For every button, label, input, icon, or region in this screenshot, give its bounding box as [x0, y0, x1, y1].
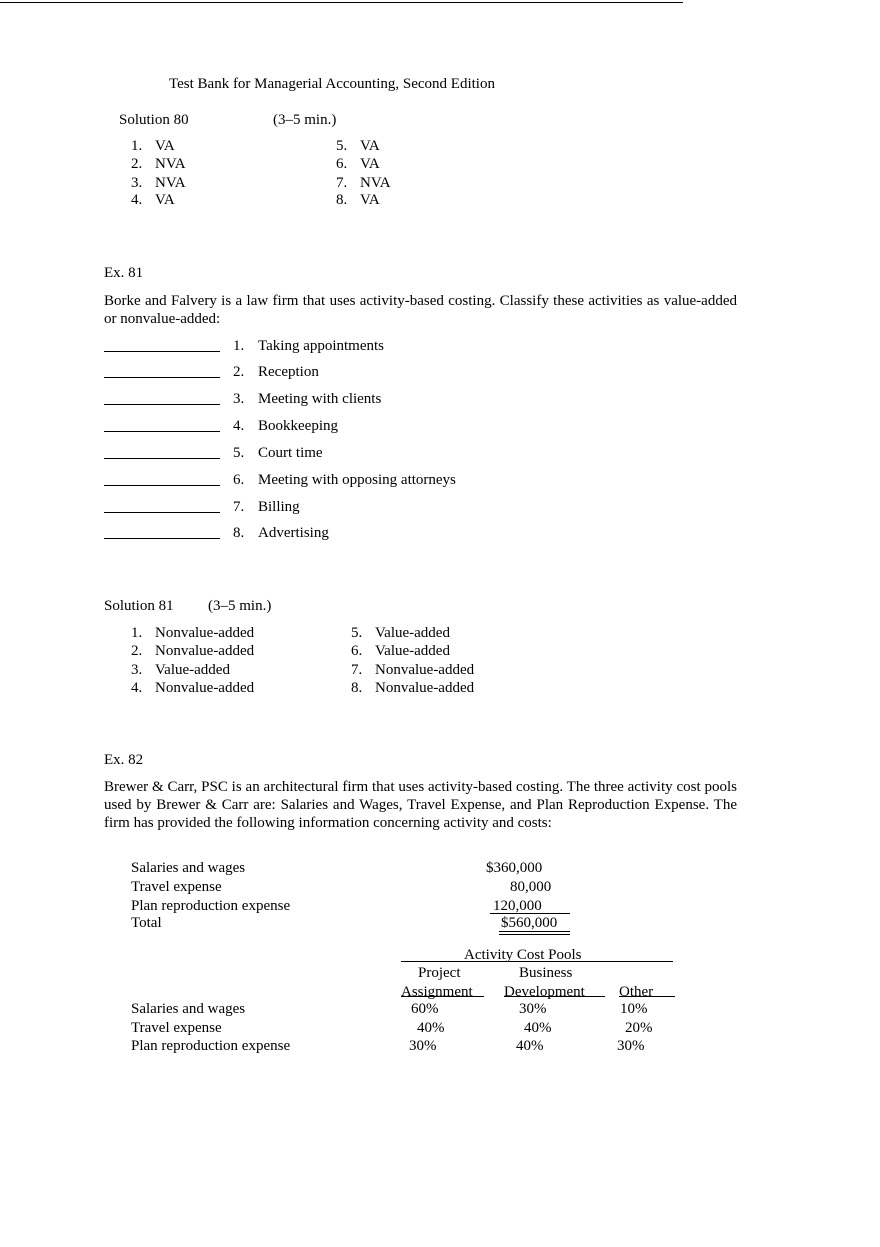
list-item-number: 7.: [336, 175, 348, 191]
answer-blank[interactable]: [104, 498, 220, 518]
col-header: Business: [519, 965, 573, 981]
list-item-number: 2.: [131, 156, 143, 172]
list-item: VA: [155, 192, 175, 208]
list-item-number: 7.: [233, 499, 245, 515]
list-item-number: 2.: [131, 643, 143, 659]
list-item-number: 3.: [131, 662, 143, 678]
group-header-rule: [401, 961, 673, 962]
table-cell: 60%: [411, 1001, 439, 1017]
pool-group-header: Activity Cost Pools: [464, 947, 582, 963]
list-item-number: 5.: [233, 445, 245, 461]
list-item-number: 4.: [131, 680, 143, 696]
col-header: Project: [418, 965, 461, 981]
answer-blank[interactable]: [104, 390, 220, 410]
list-item: Advertising: [258, 525, 329, 541]
list-item: Reception: [258, 364, 319, 380]
list-item: Meeting with opposing attorneys: [258, 472, 456, 488]
top-rule: [0, 2, 683, 3]
solution80-label: Solution 80: [119, 112, 189, 128]
list-item: Nonvalue-added: [155, 680, 255, 696]
list-item: Nonvalue-added: [155, 643, 255, 659]
list-item: Value-added: [155, 662, 230, 678]
cost-label: Plan reproduction expense: [131, 898, 291, 914]
table-cell: 30%: [519, 1001, 547, 1017]
list-item: Value-added: [375, 625, 450, 641]
answer-blank[interactable]: [104, 471, 220, 491]
list-item: NVA: [155, 156, 186, 172]
list-item-number: 2.: [233, 364, 245, 380]
list-item-number: 3.: [233, 391, 245, 407]
table-cell: 40%: [516, 1038, 544, 1054]
list-item: NVA: [360, 175, 391, 191]
cost-total: $560,000: [501, 915, 558, 931]
row-label: Travel expense: [131, 1020, 222, 1036]
solution80-time: (3–5 min.): [273, 112, 337, 128]
row-label: Salaries and wages: [131, 1001, 246, 1017]
table-cell: 30%: [409, 1038, 437, 1054]
cost-label: Travel expense: [131, 879, 222, 895]
table-cell: 20%: [625, 1020, 653, 1036]
table-cell: 10%: [620, 1001, 648, 1017]
total-double-rule-2: [499, 934, 570, 935]
col-header: Other: [619, 984, 654, 1000]
col-header: Assignment: [401, 984, 473, 1000]
list-item: Taking appointments: [258, 338, 385, 354]
cost-value: 120,000: [493, 898, 542, 914]
list-item: VA: [360, 192, 380, 208]
cost-label: Total: [131, 915, 162, 931]
answer-blank[interactable]: [104, 417, 220, 437]
cost-value: $360,000: [486, 860, 543, 876]
list-item: VA: [360, 138, 380, 154]
answer-blank[interactable]: [104, 363, 220, 383]
list-item: Bookkeeping: [258, 418, 338, 434]
list-item: Billing: [258, 499, 300, 515]
list-item-number: 1.: [233, 338, 245, 354]
row-label: Plan reproduction expense: [131, 1038, 291, 1054]
page-title: Test Bank for Managerial Accounting, Second Edition: [169, 76, 495, 92]
list-item-number: 8.: [233, 525, 245, 541]
list-item: VA: [360, 156, 380, 172]
answer-blank[interactable]: [104, 524, 220, 544]
list-item: VA: [155, 138, 175, 154]
list-item: Meeting with clients: [258, 391, 382, 407]
col-header-rule: [619, 996, 675, 997]
ex82-label: Ex. 82: [104, 752, 144, 768]
list-item: Value-added: [375, 643, 450, 659]
col-header: Development: [504, 984, 585, 1000]
table-cell: 40%: [417, 1020, 445, 1036]
list-item-number: 4.: [131, 192, 143, 208]
answer-blank[interactable]: [104, 444, 220, 464]
list-item-number: 8.: [351, 680, 363, 696]
answer-blank[interactable]: [104, 337, 220, 357]
list-item-number: 3.: [131, 175, 143, 191]
col-header-rule: [504, 996, 605, 997]
list-item: NVA: [155, 175, 186, 191]
list-item-number: 4.: [233, 418, 245, 434]
list-item-number: 7.: [351, 662, 363, 678]
list-item-number: 1.: [131, 625, 143, 641]
solution81-label: Solution 81: [104, 598, 174, 614]
total-double-rule-1: [499, 931, 570, 932]
cost-value: 80,000: [510, 879, 552, 895]
list-item-number: 6.: [351, 643, 363, 659]
ex81-label: Ex. 81: [104, 265, 144, 281]
solution81-time: (3–5 min.): [208, 598, 272, 614]
list-item-number: 6.: [233, 472, 245, 488]
table-cell: 30%: [617, 1038, 645, 1054]
list-item: Nonvalue-added: [155, 625, 255, 641]
col-header-rule: [401, 996, 484, 997]
ex82-prompt: Brewer & Carr, PSC is an architectural firm that uses activity-based costing. The three activity cost pools used by Brewer & Carr are: Salaries and Wages, Travel Expense, and Plan Reproduction Expense. The firm has provided the following information concerning activity and costs:: [104, 779, 737, 831]
list-item: Nonvalue-added: [375, 680, 475, 696]
list-item-number: 5.: [351, 625, 363, 641]
list-item: Nonvalue-added: [375, 662, 475, 678]
list-item-number: 5.: [336, 138, 348, 154]
table-cell: 40%: [524, 1020, 552, 1036]
list-item-number: 8.: [336, 192, 348, 208]
list-item-number: 1.: [131, 138, 143, 154]
list-item: Court time: [258, 445, 323, 461]
ex81-prompt: Borke and Falvery is a law firm that uses activity-based costing. Classify these activities as value-added or nonvalue-added:: [104, 293, 737, 327]
cost-label: Salaries and wages: [131, 860, 246, 876]
list-item-number: 6.: [336, 156, 348, 172]
